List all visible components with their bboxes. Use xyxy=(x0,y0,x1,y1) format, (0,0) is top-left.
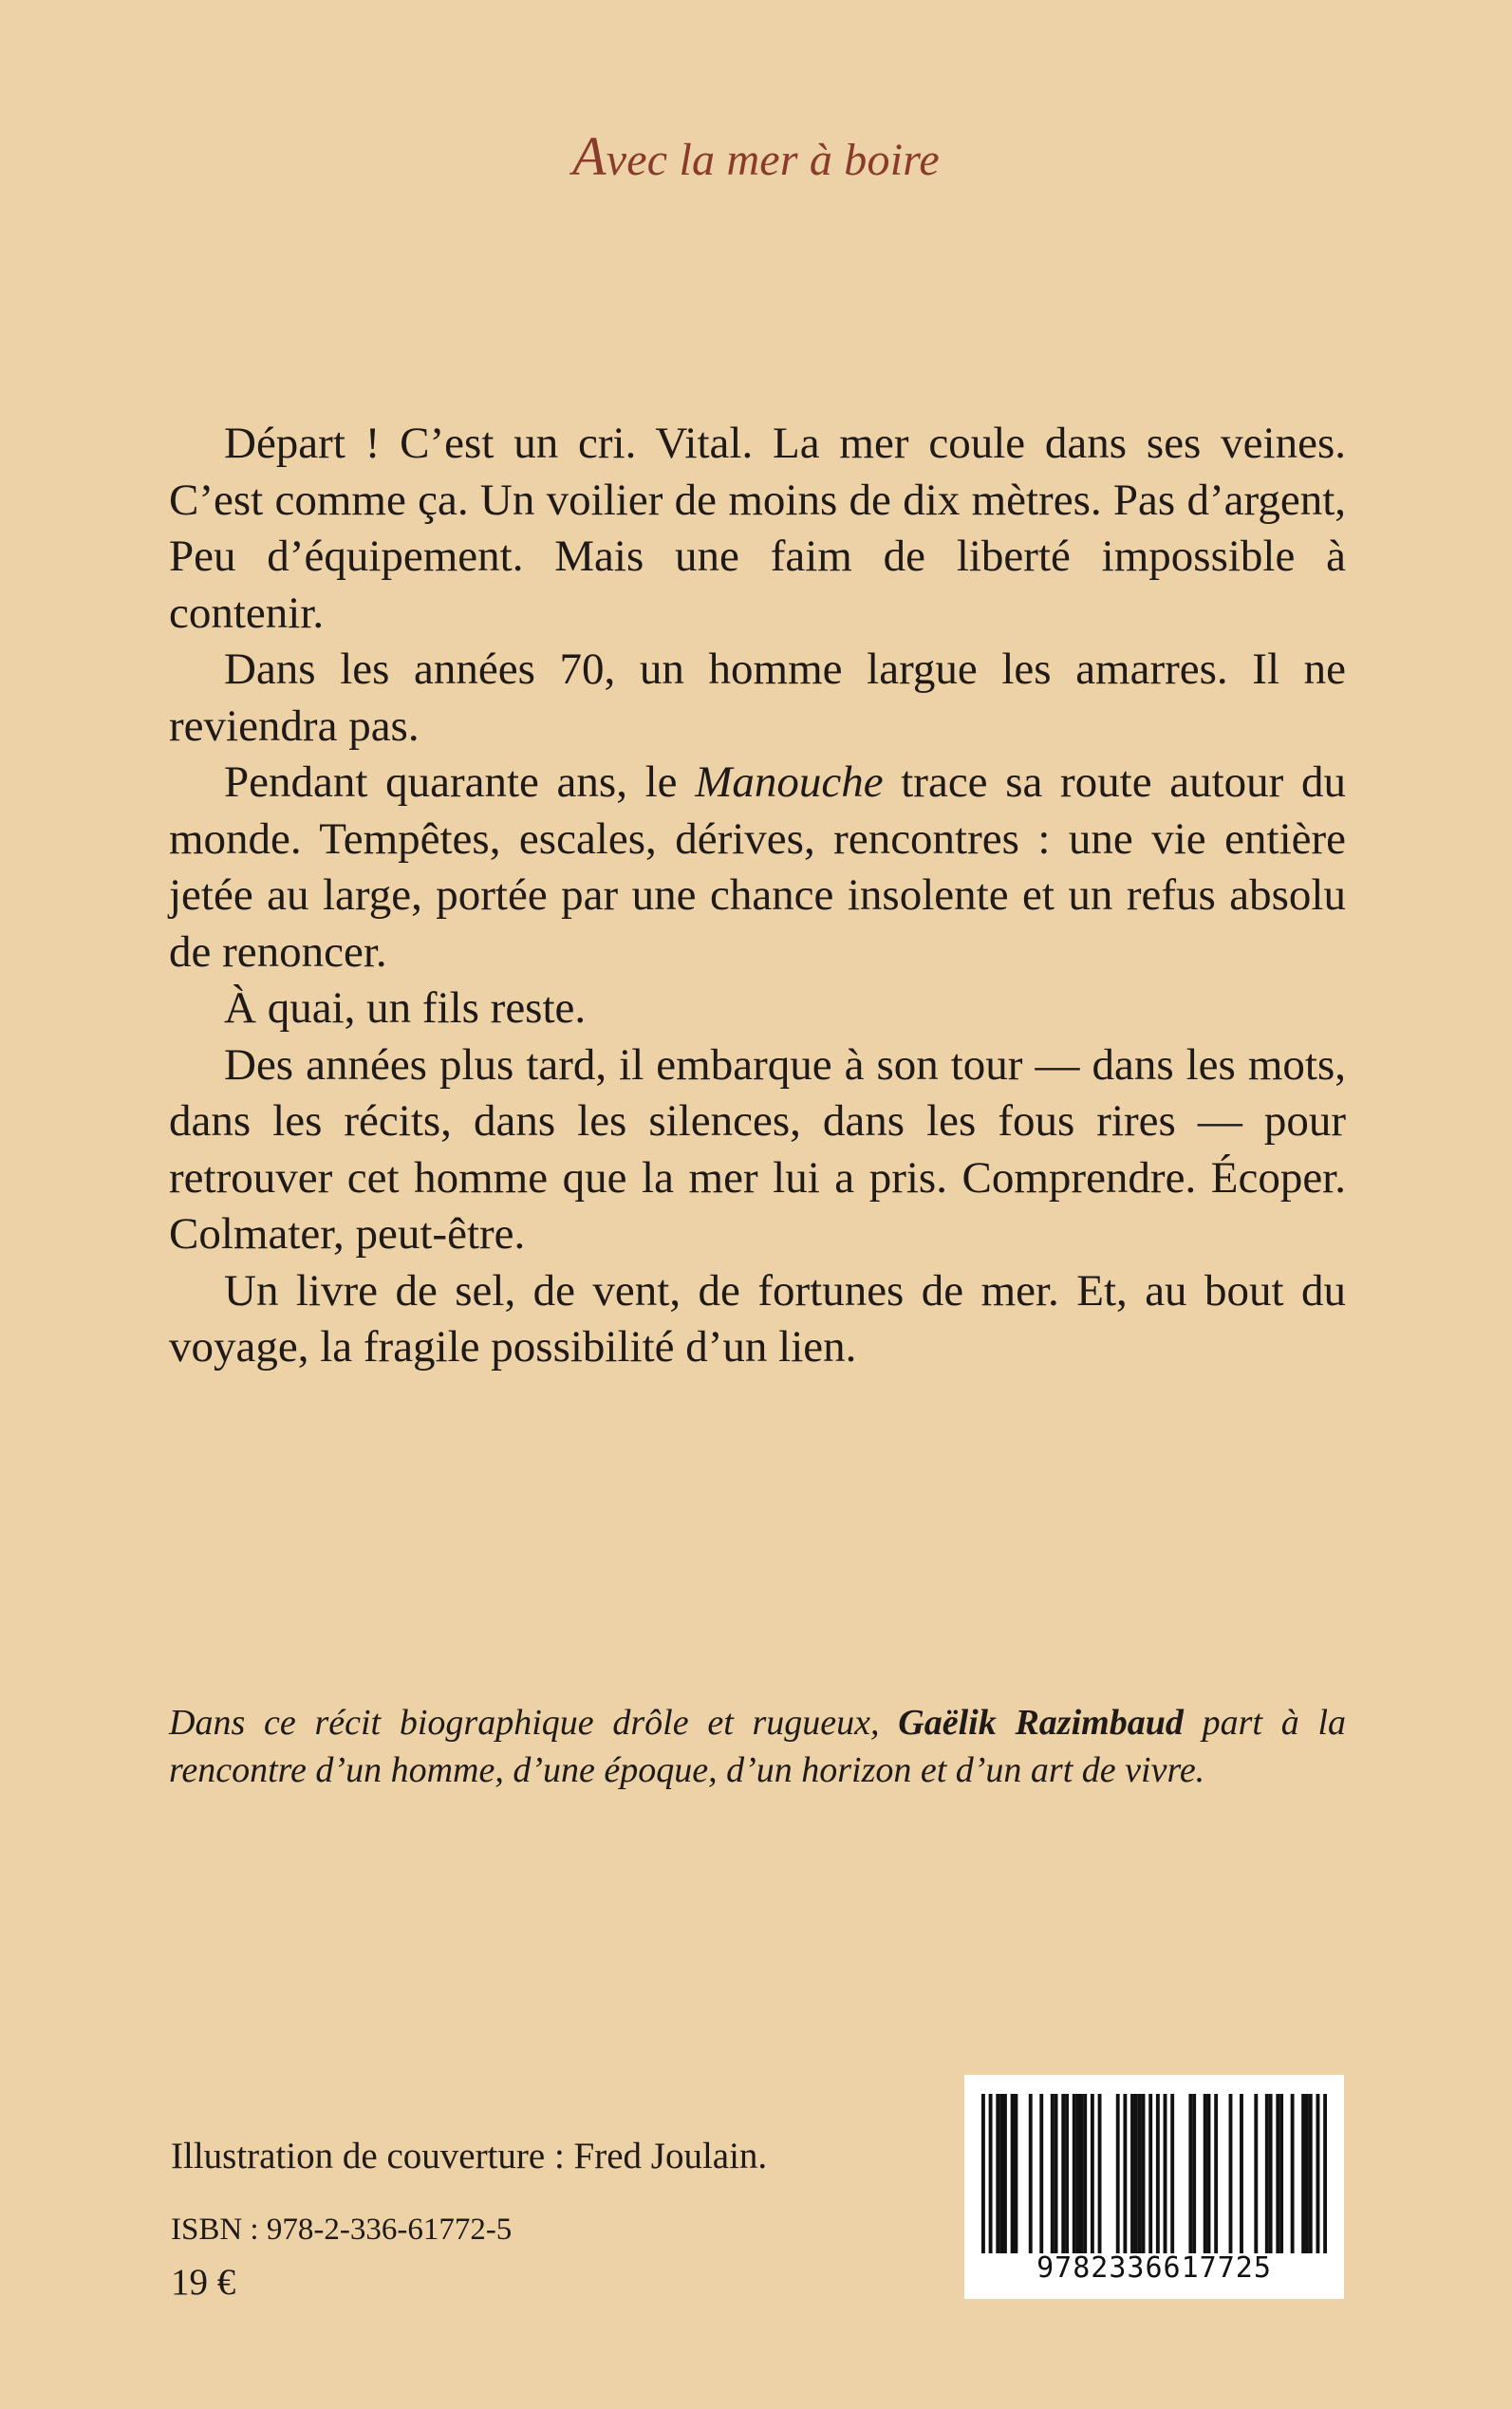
barcode-bar xyxy=(1309,2094,1313,2253)
barcode-bar xyxy=(1079,2094,1083,2253)
synopsis-paragraph-3 xyxy=(169,755,1346,980)
synopsis xyxy=(169,416,1346,1376)
barcode-bar xyxy=(1083,2094,1087,2253)
barcode-bar xyxy=(1138,2094,1142,2253)
barcode-bar xyxy=(1051,2094,1055,2253)
illustration-credit: Illustration de couverture : Fred Joulain. xyxy=(171,2136,768,2176)
barcode-bar xyxy=(1164,2094,1167,2253)
barcode-bar xyxy=(1142,2094,1146,2253)
barcode-bar xyxy=(1279,2094,1283,2253)
barcode-bar xyxy=(1240,2094,1243,2253)
barcode-bar xyxy=(1130,2094,1134,2253)
barcode-bar xyxy=(1003,2094,1007,2253)
barcode-bar xyxy=(1276,2094,1279,2253)
synopsis-paragraph-5: Des années plus tard, il embarque à son tour — dans les mots, dans les récits, dans les silences, dans les fous rires — pour retrouver cet homme que la mer lui a pris. Comprendre. Écoper. Colmater, peut-être. xyxy=(169,1039,1346,1259)
synopsis-paragraph-3-start: Pendant quarante ans, le xyxy=(224,757,696,807)
barcode-bar xyxy=(1229,2094,1233,2253)
price: 19 € xyxy=(171,2262,236,2303)
barcode-bar xyxy=(1254,2094,1258,2253)
barcode-bar xyxy=(1055,2094,1058,2253)
barcode-bar xyxy=(1301,2094,1305,2253)
barcode-bar xyxy=(996,2094,999,2253)
barcode-bar xyxy=(1123,2094,1127,2253)
synopsis-paragraph-3-end: trace sa route autour du monde. Tempêtes, escales, dérives, rencontres : une vie entière jetée au large, portée par une chance insolente et un refus absolu de renoncer. xyxy=(169,757,1346,977)
barcode-bar xyxy=(1214,2094,1218,2253)
barcode-bar xyxy=(999,2094,1003,2253)
barcode-bar xyxy=(1029,2094,1033,2253)
barcode-bar xyxy=(1156,2094,1160,2253)
book-title xyxy=(0,125,1512,187)
author-blurb xyxy=(169,1699,1346,1794)
barcode-bar xyxy=(1170,2094,1174,2253)
synopsis-paragraph-2: Dans les années 70, un homme largue les amarres. Il ne reviendra pas. xyxy=(169,644,1346,751)
barcode-bar xyxy=(1073,2094,1076,2253)
barcode-bar xyxy=(1011,2094,1015,2253)
barcode-bars xyxy=(981,2094,1327,2253)
title-rest: vec la mer à boire xyxy=(606,135,940,185)
barcode-bar xyxy=(1061,2094,1065,2253)
barcode-bar xyxy=(1076,2094,1080,2253)
title-initial: A xyxy=(572,125,607,187)
barcode-bar xyxy=(1291,2094,1295,2253)
boat-name: Manouche xyxy=(695,757,884,807)
barcode-bar xyxy=(1134,2094,1138,2253)
barcode xyxy=(964,2075,1344,2299)
barcode-bar xyxy=(1098,2094,1102,2253)
blurb-end: part à la rencontre d’un homme, d’une époque, d’un horizon et d’un art de vivre. xyxy=(169,1703,1346,1790)
barcode-bar xyxy=(1065,2094,1069,2253)
barcode-bar xyxy=(1039,2094,1043,2253)
barcode-bar xyxy=(989,2094,993,2253)
barcode-bar xyxy=(1316,2094,1320,2253)
barcode-bar xyxy=(1207,2094,1211,2253)
barcode-digits: 9782336617725 xyxy=(1036,2251,1272,2285)
barcode-bar xyxy=(1305,2094,1309,2253)
synopsis-paragraph-4: À quai, un fils reste. xyxy=(224,983,587,1033)
synopsis-paragraph-6: Un livre de sel, de vent, de fortunes de mer. Et, au bout du voyage, la fragile possibilité d’un lien. xyxy=(169,1265,1346,1372)
barcode-bar xyxy=(1091,2094,1094,2253)
barcode-bar xyxy=(1269,2094,1273,2253)
synopsis-paragraph-1: Départ ! C’est un cri. Vital. La mer coule dans ses veines. C’est comme ça. Un voilier de moins de dix mètres. Pas d’argent, Peu d’équipement. Mais une faim de liberté impossible à contenir. xyxy=(169,419,1346,638)
barcode-bar xyxy=(1116,2094,1120,2253)
barcode-bar xyxy=(1148,2094,1152,2253)
barcode-bar xyxy=(1265,2094,1269,2253)
barcode-bar xyxy=(1188,2094,1192,2253)
author-name: Gaëlik Razimbaud xyxy=(898,1703,1184,1743)
barcode-bar xyxy=(1014,2094,1017,2253)
isbn: ISBN : 978-2-336-61772-5 xyxy=(171,2213,513,2247)
barcode-bar xyxy=(1323,2094,1327,2253)
barcode-bar xyxy=(981,2094,985,2253)
barcode-bar xyxy=(1204,2094,1207,2253)
blurb-start: Dans ce récit biographique drôle et rugueux, xyxy=(169,1703,899,1743)
barcode-bar xyxy=(1192,2094,1196,2253)
